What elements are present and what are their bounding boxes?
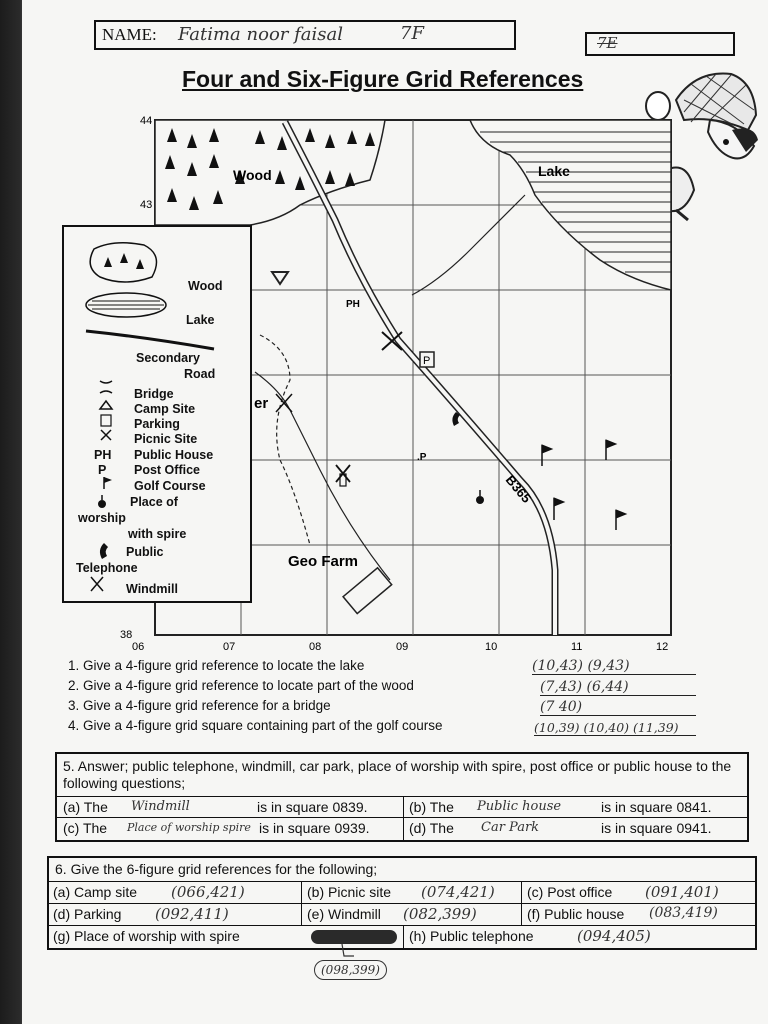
q6-divider-1 (49, 881, 755, 882)
name-box (94, 20, 516, 50)
q5-c-suffix: is in square 0939. (259, 820, 370, 836)
q6-g-label: (g) Place of worship with spire (53, 928, 240, 944)
map-label-road: B365 (502, 472, 535, 506)
q6-f-label: (f) Public house (527, 906, 625, 922)
q6-divider-v2 (521, 881, 522, 925)
x-tick-10: 10 (485, 641, 498, 653)
q6-g-note: (098,399) (314, 960, 387, 980)
q6-g-scribble (311, 930, 397, 944)
legend-windmill: Windmill (126, 582, 178, 596)
q5-d-suffix: is in square 0941. (601, 820, 712, 836)
mark-scribble: 7E (597, 34, 618, 52)
x-tick-07: 07 (223, 641, 236, 653)
map-legend (62, 225, 252, 603)
q6-c-label: (c) Post office (527, 884, 613, 900)
legend-camp: Camp Site (134, 402, 196, 416)
legend-wood: Wood (188, 279, 223, 293)
x-tick-11: 11 (571, 641, 583, 653)
y-tick-43: 43 (140, 199, 153, 211)
q6-d-answer[interactable]: (092,411) (155, 905, 229, 923)
q6-a-label: (a) Camp site (53, 884, 138, 900)
q6-divider-3 (49, 925, 755, 926)
map-label-farm: Geo Farm (288, 553, 359, 570)
y-tick-44: 44 (140, 115, 153, 127)
map-parking-symbol: P (423, 355, 431, 367)
legend-worship-3: with spire (128, 527, 187, 541)
q6-b-label: (b) Picnic site (307, 884, 392, 900)
legend-worship-1: Place of (130, 495, 178, 509)
q6-divider-v1 (301, 881, 302, 925)
question-3: 3. Give a 4-figure grid reference for a bridge (68, 698, 331, 713)
q5-a-answer[interactable]: Windmill (131, 799, 190, 814)
worksheet-title: Four and Six-Figure Grid References (182, 66, 584, 92)
q6-b-answer[interactable]: (074,421) (421, 883, 495, 901)
q6-divider-v3 (403, 925, 404, 948)
q5-b-prefix: (b) The (409, 799, 454, 815)
x-tick-09: 09 (396, 641, 409, 653)
question-5-box (55, 752, 749, 842)
map-label-wood: Wood (233, 167, 272, 183)
q5-c-prefix: (c) The (63, 820, 108, 836)
legend-ph: Public House (134, 448, 214, 462)
legend-phone-1: Public (126, 545, 164, 559)
name-label: NAME: (102, 25, 157, 44)
answer-1[interactable]: (10,43) (9,43) (532, 658, 696, 675)
student-name[interactable]: Fatima noor faisal (178, 24, 343, 45)
student-class[interactable]: 7F (400, 23, 424, 44)
legend-road-2: Road (184, 367, 216, 381)
question-6-prompt: 6. Give the 6-figure grid references for the following; (55, 861, 378, 877)
legend-po-symbol: P (98, 463, 107, 477)
map-label-ph: PH (346, 299, 360, 310)
question-4: 4. Give a 4-figure grid square containing part of the golf course (68, 718, 443, 733)
q5-a-suffix: is in square 0839. (257, 799, 368, 815)
q6-divider-2 (49, 903, 755, 904)
legend-bridge: Bridge (134, 387, 174, 401)
legend-golf: Golf Course (134, 479, 206, 493)
q5-divider-v (403, 796, 404, 840)
legend-po: Post Office (134, 463, 200, 477)
map-label-post-office: .P (417, 452, 427, 463)
x-tick-12: 12 (656, 641, 669, 653)
q5-c-answer[interactable]: Place of worship spire (127, 821, 251, 834)
legend-ph-symbol: PH (94, 448, 112, 462)
note-arrow (338, 944, 358, 960)
mark-box (585, 32, 735, 56)
q5-a-prefix: (a) The (63, 799, 108, 815)
q5-d-answer[interactable]: Car Park (481, 820, 540, 835)
legend-worship-2: worship (78, 511, 126, 525)
q6-h-answer[interactable]: (094,405) (577, 927, 651, 945)
legend-lake: Lake (186, 313, 215, 327)
legend-phone-2: Telephone (76, 561, 138, 575)
q6-c-answer[interactable]: (091,401) (645, 883, 719, 901)
q5-divider-2 (57, 817, 747, 818)
y-tick-38: 38 (120, 629, 133, 641)
answer-4[interactable]: (10,39) (10,40) (11,39) (534, 720, 696, 736)
x-tick-06: 06 (132, 641, 145, 653)
question-1: 1. Give a 4-figure grid reference to locate the lake (68, 658, 365, 673)
q5-divider-1 (57, 796, 747, 797)
answer-3[interactable]: (7 40) (540, 699, 696, 716)
question-2: 2. Give a 4-figure grid reference to locate part of the wood (68, 678, 414, 693)
q5-b-suffix: is in square 0841. (601, 799, 712, 815)
question-5-prompt: 5. Answer; public telephone, windmill, car park, place of worship with spire, post office or public house to the following questions; (63, 758, 732, 791)
q6-e-label: (e) Windmill (307, 906, 381, 922)
q6-d-label: (d) Parking (53, 906, 122, 922)
map-label-partial: er (254, 395, 269, 412)
map-label-lake: Lake (538, 163, 570, 179)
legend-road-1: Secondary (136, 351, 200, 365)
x-tick-08: 08 (309, 641, 322, 653)
q5-b-answer[interactable]: Public house (477, 799, 562, 814)
q6-a-answer[interactable]: (066,421) (171, 883, 245, 901)
answer-2[interactable]: (7,43) (6,44) (540, 679, 696, 696)
legend-picnic: Picnic Site (134, 432, 198, 446)
legend-parking: Parking (134, 417, 180, 431)
q5-d-prefix: (d) The (409, 820, 454, 836)
q6-e-answer[interactable]: (082,399) (403, 905, 477, 923)
q6-h-label: (h) Public telephone (409, 928, 534, 944)
question-6-box (47, 856, 757, 950)
q6-f-answer[interactable]: (083,419) (649, 905, 718, 921)
